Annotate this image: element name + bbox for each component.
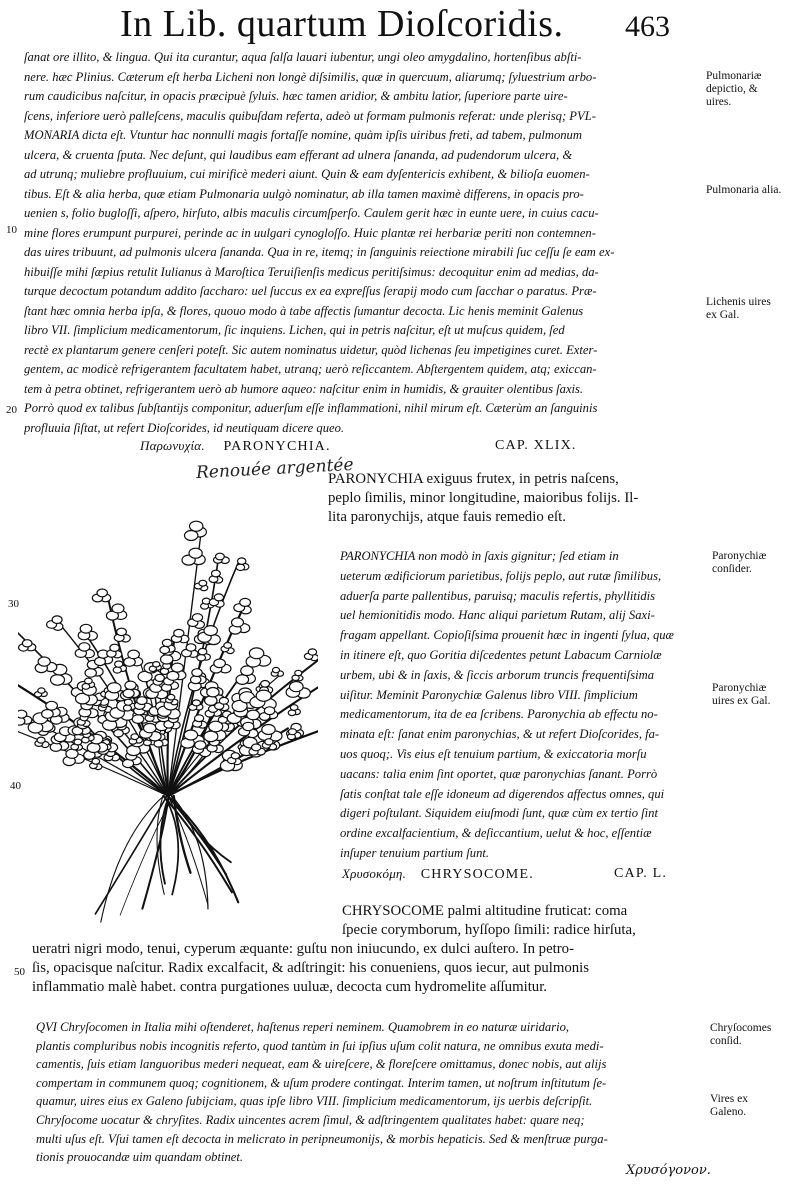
text-line: mine flores erumpunt purpurei, perinde ac in uulgari cynogloſſo. Huic plantæ rei herbariæ periti non contemnen- [24, 225, 596, 240]
text-line: peplo ſimilis, minor longitudine, maioribus folijs. Il- [328, 490, 639, 506]
plant-leaf [35, 657, 57, 673]
text-line: ulcera, & cruenta ſputa. Nec deſunt, qui laudibus eam efferant ad ulnera ſananda, ad pudendorum ulcera, & [24, 147, 573, 162]
text-line: PARONYCHIA non modò in ſaxis gignitur; ſed etiam in [340, 549, 619, 563]
text-line: multi uſus eſt. Vſui tamen eſt decocta in melicrato in peripneumonijs, & morbis hepaticis. Sed & menſtruæ purga- [36, 1131, 608, 1146]
text-line: hibuiſſe mihi ſæpius retulit Iulianus à Maroſtica Teruiſienſis medicus peritiſsimus: decoquitur enim ad medias, da- [24, 264, 599, 279]
line-number: 40 [10, 780, 21, 792]
text-line: ſpecie corymborum, hyſſopo ſimili: radice hirſuta, [342, 922, 636, 938]
latin-name: PARONYCHIA. [223, 439, 331, 454]
text-line: rum caudicibus naſcitur, in opacis præcipuè ſyluis. hæc tamen aridior, & ambitu latior, ſuperiore parte uire- [24, 89, 568, 103]
text-line: ueterum ædificiorum parietibus, folijs peplo, aut rutæ ſimilibus, [340, 568, 662, 583]
line-number: 10 [6, 224, 17, 236]
text-line: quamur, uires eius ex Galeno ſubijciam, quas ipſe libro VIII. ſimplicium medicamentorum, ijs uerbis deſcripſit. [36, 1094, 593, 1109]
plant-leaf [92, 589, 110, 602]
text-line: ſanat ore illito, & lingua. Qui ita curantur, aqua ſalſa lauari iubentur, ungi oleo amygdalino, hortenſibus abſti- [24, 50, 582, 64]
plant-leaf [171, 629, 189, 642]
plant-leaf [90, 758, 102, 769]
text-line: ſis, opacisque naſcitur. Radix excalfacit, & adſtringit: his conueniens, quos iecur, aut pulmonis [32, 960, 590, 976]
paronychia-commentary [340, 547, 696, 864]
plant-leaf [185, 521, 207, 540]
handwritten-annotation: Renouée argentée [195, 454, 355, 484]
text-line: Porrò quod ex talibus ſubſtantijs componitur, aduerſum eſſe inflammationi, nihil mirum eſt. Cæterùm an ſanguinis [24, 401, 598, 415]
plant-leaf [19, 640, 36, 651]
running-title: In Lib. quartum Dioſcoridis. [120, 3, 564, 45]
margin-note-paronychia-consider: Paronychiæ conſider. [712, 550, 767, 575]
plant-leaf [234, 598, 251, 614]
text-line: tionis prouocandæ uim quandam obtinet. [36, 1150, 243, 1165]
text-line: ad utrunq; muliebre profluuium, cui mirificè mederi aiunt. Quin & eam dyſentericis exhibent, & bilioſa euomen- [24, 167, 590, 181]
line-number: 30 [8, 598, 19, 610]
text-line: compertam in communem quoq; cognitionem, & uſum prodere contingat. Interim tamen, ut noſtrum inſtitutum ſe- [36, 1075, 607, 1090]
text-line: tibus. Eſt & alia herba, quæ etiam Pulmonaria uulgò nominatur, ab illa tamen maximè differens, in opacis pro- [24, 186, 584, 201]
text-line: uiſitur. Meminit Paronychiæ Galenus libro VIII. ſimplicium [340, 687, 638, 702]
plant-root [163, 796, 232, 892]
plant-leaf [191, 669, 207, 684]
text-line: aduerſa parte pallentibus, paruisq; maculis refertis, phyllitidis [340, 588, 656, 603]
plant-leaf [82, 678, 95, 689]
text-line: ordine excalfacientium, & deſiccantium, uelut & hoc, eſſentiæ [340, 826, 652, 841]
text-line: ſatis conſtat tale eſſe idoneum ad digerendos affectus omnes, qui [340, 786, 665, 801]
text-line: medicamentorum, ita de ea ſcribens. Paronychia ab effectu no- [340, 707, 658, 722]
text-line: gentem, ac modicè refrigerantem facultatem habet, utranq; uerò reſiccantem. Abſtergentem quidem, atq; exiccan- [24, 362, 597, 376]
margin-note-lichenis-uires: Lichenis uires ex Gal. [706, 296, 771, 321]
text-line: minata eſt: ſanat enim paronychias, & ut refert Dioſcorides, fa- [340, 727, 660, 742]
text-line: fragam appellant. Copioſiſsima prouenit hæc in ingenti ſylua, quæ [340, 628, 674, 643]
chapter-heading-chrysocome [342, 866, 702, 883]
chapter-number: CAP. L. [614, 866, 668, 881]
text-line: turque decoctum potandum addito ſaccharo: uel ſuccus ex ea expreſſus ſerapij modo cum ſacchar o paratus. Præ- [24, 284, 597, 298]
plant-leaf [236, 558, 249, 571]
paronychia-woodcut-illustration [18, 476, 318, 936]
plant-leaf [18, 710, 32, 725]
text-line: inſuper tenuium partium ſunt. [340, 845, 490, 860]
plant-leaf [35, 737, 49, 747]
text-line: ueratri nigri modo, tenui, cyperum æquante: guſtu non iniucundo, ex dulci auſtero. In petro- [32, 941, 575, 957]
plant-leaf [78, 624, 97, 640]
text-line: CHRYSOCOME palmi altitudine fruticat: coma [342, 903, 628, 919]
margin-note-pulmonaria-alia: Pulmonaria alia. [706, 184, 782, 196]
text-line: uenien s, folio bugloſſi, aſpero, hirſuto, albis maculis circumſperſo. Caulem gerit hæc in eunte uere, in cuius cacu- [24, 206, 599, 220]
paronychia-description [328, 470, 696, 527]
plant-leaf [236, 666, 255, 685]
text-line: libro VII. ſimplicium medicamentorum, ſic inquiens. Lichen, qui in petris naſcitur, eſt ut muſcus quidem, ſed [24, 323, 565, 337]
page-number: 463 [625, 10, 670, 43]
text-line: in itinere eſt, quo Goritia diſcedentes petunt Labacum Carniolæ [340, 647, 662, 662]
margin-note-pulmonaria-depictio: Pulmonariæ depictio, & uires. [706, 70, 762, 108]
plant-leaf [214, 553, 230, 563]
plant-leaf [47, 616, 63, 631]
catchword: Χρυσόγονον. [626, 1163, 711, 1178]
text-line: PARONYCHIA exiguus frutex, in petris naſcens, [328, 471, 619, 487]
chapter-heading-paronychia [140, 438, 660, 455]
plant-leaf [123, 681, 140, 698]
text-line: MONARIA dicta eſt. Vtuntur hac nonnulli magis fortaſſe nomine, quàm ipſis uiribus freti, ad tabem, pulmonum [24, 128, 582, 142]
plant-leaf [114, 628, 130, 642]
plant-leaf [124, 650, 143, 666]
plant-leaf [221, 643, 234, 654]
greek-name: Παρωνυχία. [140, 438, 205, 453]
text-line: inflammatio malè habet. contra purgationes uuluæ, decocta cum hydromelite aſſumitur. [32, 979, 548, 995]
plant-leaf [42, 701, 61, 718]
plant-leaf [209, 570, 223, 583]
text-line: urbem, ubi & in ſaxis, & ſiccis arborum truncis frequentiſsima [340, 667, 655, 682]
greek-name: Χρυσοκόμη. [342, 866, 407, 881]
plant-leaf [63, 749, 84, 765]
chapter-number: CAP. XLIX. [495, 438, 577, 453]
intro-commentary [24, 48, 692, 438]
plant-leaf [210, 659, 231, 673]
plant-leaf [288, 705, 300, 716]
text-line: QVI Chryſocomen in Italia mihi oſtenderet, haſtenus reperi neminem. Quamobrem in eo naturæ uiridario, [36, 1020, 570, 1034]
text-line: uos quoq;. Vis eius eſt tenuium partium, & exiccatoria morſu [340, 746, 647, 761]
plant-leaf [194, 580, 207, 590]
text-line: rectè ex plantarum genere cenſeri poteſt. Sic autem nominatus uidetur, quòd lichenas ſeu impetigines curet. Exter- [24, 342, 598, 357]
plant-leaf [271, 667, 283, 676]
text-line: ſcens, inferiore uerò palleſcens, maculis quibuſdam referta, adeò ut formam pulmonis referat: unde plerisq; PVL- [24, 108, 596, 123]
text-line: digeri poſtulant. Siquidem eiuſmodi ſunt, quæ cùm ex tertio ſint [340, 806, 658, 821]
plant-leaf [246, 648, 271, 667]
chrysocome-description [32, 902, 696, 997]
text-line: nere. hæc Plinius. Cæterum eſt herba Licheni non longè diſsimilis, quæ in quercuum, aliarumq; ſyluestrium arbo- [24, 69, 597, 84]
plant-leaf [229, 618, 250, 634]
text-line: uel hemionitidis modo. Hanc aliqui parietum Rutam, alij Saxi- [340, 608, 655, 623]
text-line: profluuia ſiſtat, ut refert Dioſcorides, id neutiquam dicere queo. [24, 420, 345, 435]
text-line: ſtant hæc omnia herba ipſa, & flores, quouo modo à tabe affectis ſumantur decocta. Lic henis meminit Galenus [24, 303, 584, 318]
text-line: camentis, ſuis etiam languoribus mederi nequeat, eam & uireſcere, & floreſcere omittamus, donec nobis, aut alijs [36, 1057, 607, 1072]
text-line: lita paronychijs, atque fauis remedio eſt. [328, 509, 566, 525]
text-line: Chryſocome uocatur & chryſites. Radix uincentes acrem ſimul, & adſtringentem qualitates habet: quare neq; [36, 1112, 585, 1127]
plant-leaf [182, 644, 198, 658]
chrysocome-commentary [36, 1018, 700, 1167]
text-line: uacans: talia enim ſint oportet, quæ paronychias ſanant. Porrò [340, 766, 658, 781]
plant-leaf [35, 688, 48, 697]
text-line: das uires tribuunt, ad pulmonis ulcera ſananda. Qua in re, itemq; in ſanguinis reiectione mirabili ſuc ceſſu ſe eam ex- [24, 245, 615, 259]
plant-leaf [260, 707, 278, 721]
plant-leaf [286, 682, 310, 699]
plant-leaf [209, 594, 224, 607]
plant-leaf [75, 643, 94, 658]
plant-leaf [304, 649, 318, 661]
line-number: 50 [14, 966, 25, 978]
plant-leaf [292, 670, 303, 681]
plant-leaf [182, 548, 205, 565]
text-line: tem à petra obtinet, refrigerantem uerò ab humore aqueo: naſcitur enim in humidis, & grauiter olentibus ſaxis. [24, 381, 584, 396]
margin-note-paronychia-uires: Paronychiæ uires ex Gal. [712, 682, 771, 707]
margin-note-vires-ex-galeno: Vires ex Galeno. [710, 1093, 748, 1118]
line-number: 20 [6, 404, 17, 416]
text-line: plantis compluribus nobis incognitis refertо, quod tantùm in ſui ipſius uſum colit natura, ne omnibus exuta medi- [36, 1038, 604, 1053]
margin-note-chrysocome-consid: Chryſocomes conſid. [710, 1022, 772, 1047]
plant-leaf [197, 648, 211, 661]
latin-name: CHRYSOCOME. [420, 867, 534, 882]
plant-leaf [193, 715, 207, 728]
